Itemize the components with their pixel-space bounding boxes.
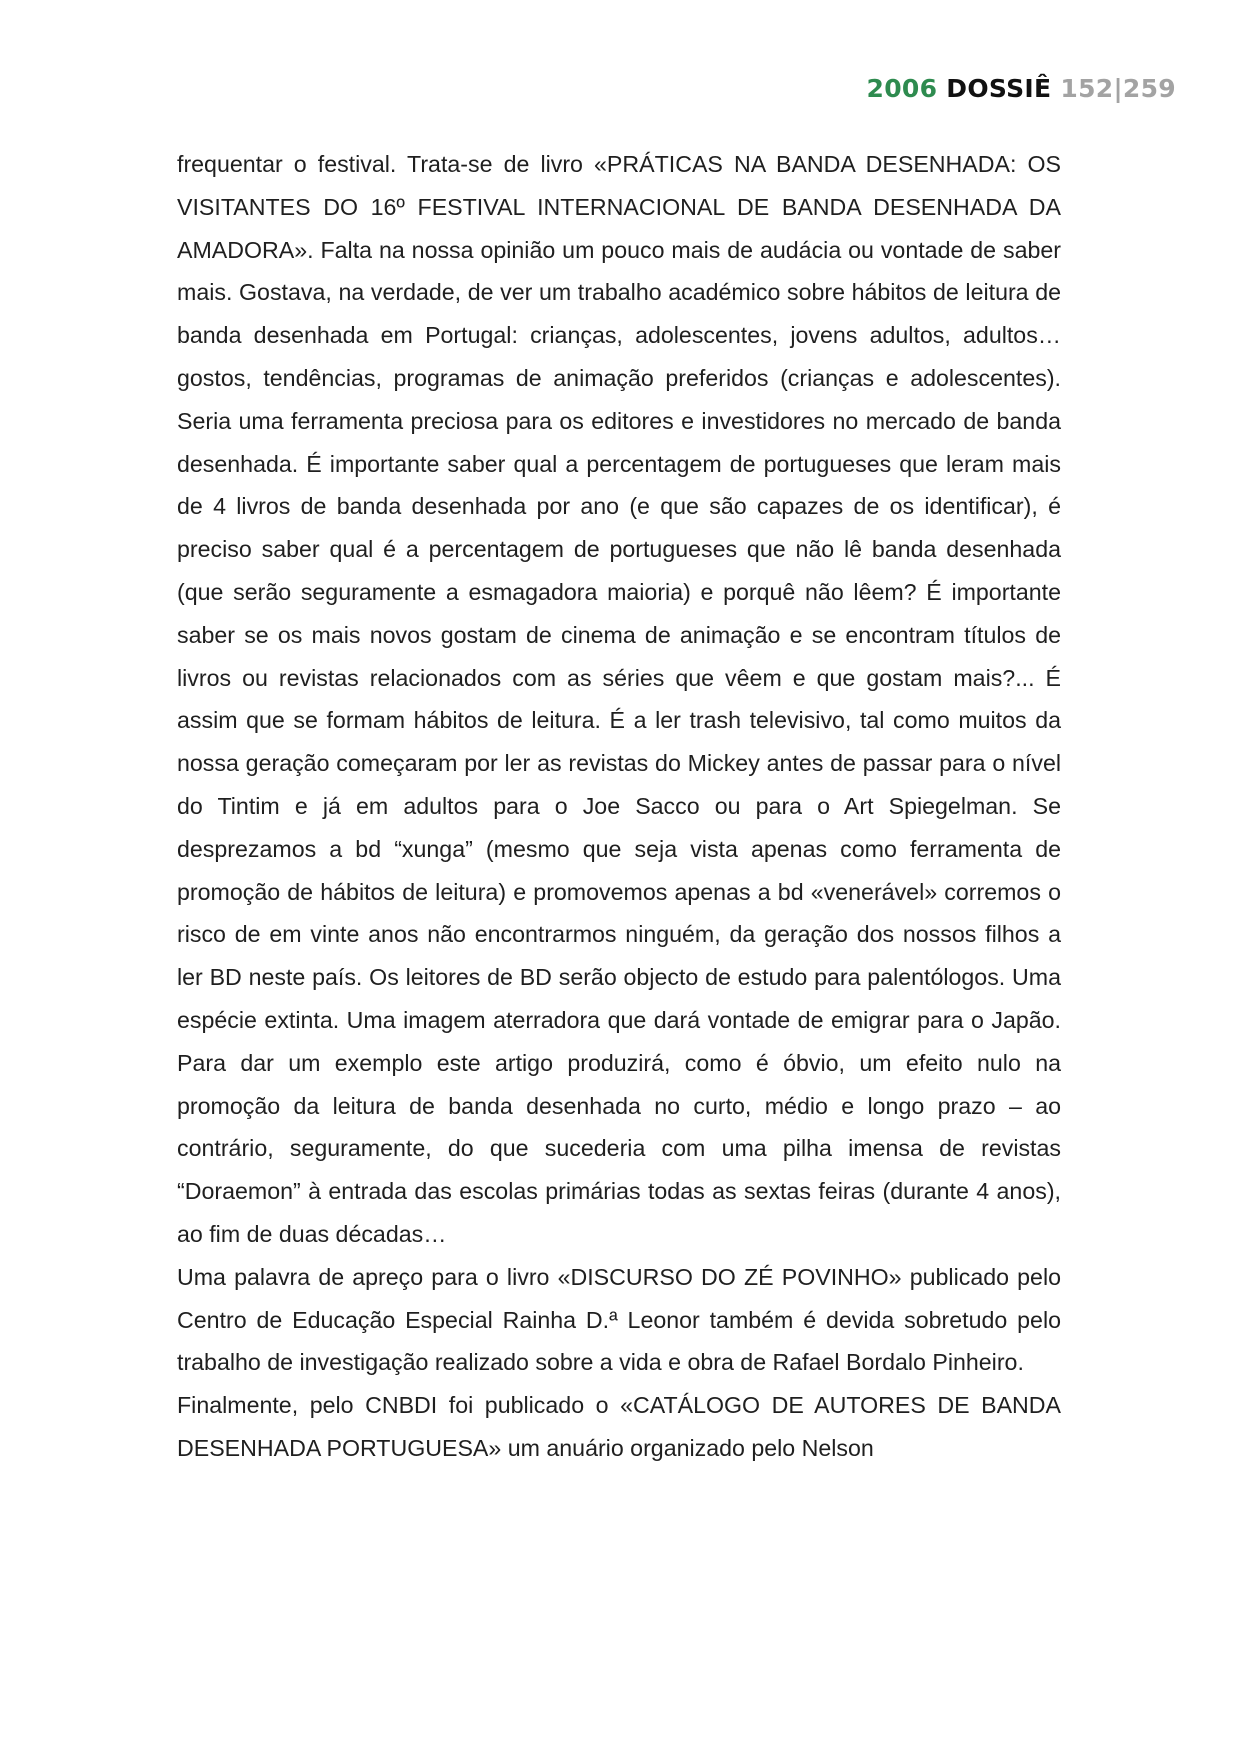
paragraph: Finalmente, pelo CNBDI foi publicado o «CATÁLOGO DE AUTORES DE BANDA DESENHADA PORTUGUESA» um anuário organizado pelo Nelson: [177, 1392, 1061, 1461]
header-section: DOSSIÊ: [946, 74, 1052, 103]
paragraph: Uma palavra de apreço para o livro «DISCURSO DO ZÉ POVINHO» publicado pelo Centro de Educação Especial Rainha D.ª Leonor também é devida sobretudo pelo trabalho de investigação realizado sobre a vida e obra de Rafael Bordalo Pinheiro.: [177, 1263, 1061, 1376]
paragraph: frequentar o festival. Trata-se de livro «PRÁTICAS NA BANDA DESENHADA: OS VISITANTES DO 16º FESTIVAL INTERNACIONAL DE BANDA DESENHADA DA AMADORA». Falta na nossa opinião um pouco mais de audácia ou vontade de saber mais. Gostava, na verdade, de ver um trabalho académico sobre hábitos de leitura de banda desenhada em Portugal: crianças, adolescentes, jovens adultos, adultos… gostos, tendências, programas de animação preferidos (crianças e adolescentes). Seria uma ferramenta preciosa para os editores e investidores no mercado de banda desenhada. É importante saber qual a percentagem de portugueses que leram mais de 4 livros de banda desenhada por ano (e que são capazes de os identificar), é preciso saber qual é a percentagem de portugueses que não lê banda desenhada (que serão seguramente a esmagadora maioria) e porquê não lêem? É importante saber se os mais novos gostam de cinema de animação e se encontram títulos de livros ou revistas relacionados com as séries que vêem e que gostam mais?... É assim que se formam hábitos de leitura. É a ler trash televisivo, tal como muitos da nossa geração começaram por ler as revistas do Mickey antes de passar para o nível do Tintim e já em adultos para o Joe Sacco ou para o Art Spiegelman. Se desprezamos a bd “xunga” (mesmo que seja vista apenas como ferramenta de promoção de hábitos de leitura) e promovemos apenas a bd «venerável» corremos o risco de em vinte anos não encontrarmos ninguém, da geração dos nossos filhos a ler BD neste país. Os leitores de BD serão objecto de estudo para palentólogos. Uma espécie extinta. Uma imagem aterradora que dará vontade de emigrar para o Japão. Para dar um exemplo este artigo produzirá, como é óbvio, um efeito nulo na promoção da leitura de banda desenhada no curto, médio e longo prazo – ao contrário, seguramente, do que sucederia com uma pilha imensa de revistas “Doraemon” à entrada das escolas primárias todas as sextas feiras (durante 4 anos), ao fim de duas décadas…: [177, 151, 1061, 1247]
header-year: 2006: [866, 74, 938, 103]
article-body: [177, 143, 1061, 1470]
page-header: [867, 74, 1177, 103]
header-page-number: 152|259: [1060, 74, 1176, 103]
